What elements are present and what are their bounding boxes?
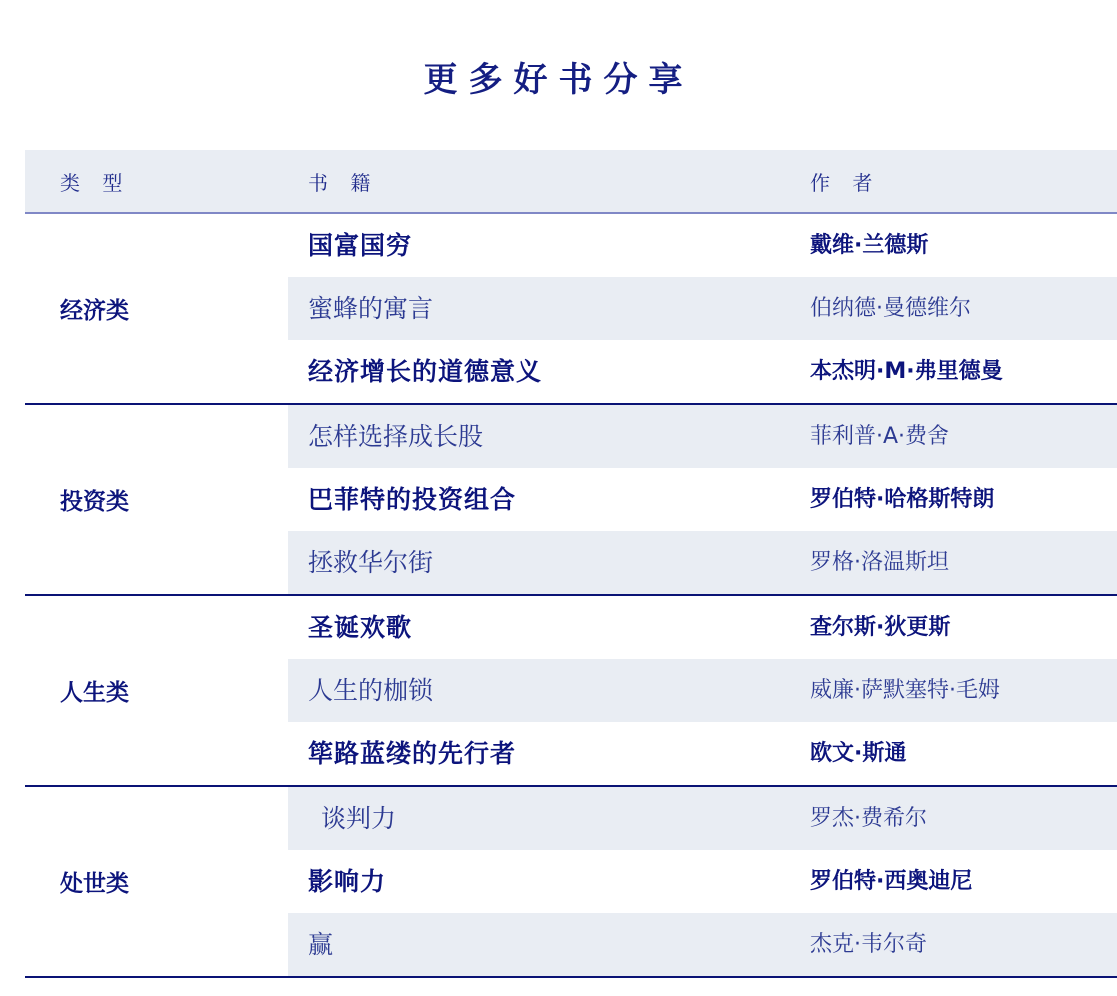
book-author: 欧文·斯通 (810, 740, 907, 766)
book-title: 人生的枷锁 (308, 676, 434, 705)
table-body (25, 214, 1117, 978)
book-title-cell (288, 214, 788, 277)
category-group (25, 787, 1117, 978)
category-group (25, 214, 1117, 405)
book-title-cell (288, 405, 788, 468)
book-title: 怎样选择成长股 (308, 422, 484, 451)
table-header-row (25, 150, 1117, 214)
category-label: 投资类 (25, 405, 288, 594)
book-title: 赢 (308, 930, 334, 959)
book-title: 谈判力 (321, 804, 397, 833)
book-author: 罗杰·费希尔 (810, 805, 927, 831)
book-title-cell (288, 850, 788, 913)
book-title: 圣诞欢歌 (308, 613, 413, 642)
author-cell (788, 468, 1117, 531)
book-title-cell (288, 659, 788, 722)
author-cell (788, 913, 1117, 976)
column-header-author: 作 者 (810, 170, 881, 195)
book-title-cell (288, 531, 788, 594)
book-title-cell (288, 787, 788, 850)
book-table (25, 150, 1117, 978)
book-title-cell (288, 277, 788, 340)
category-label: 处世类 (25, 787, 288, 976)
book-title: 国富国穷 (308, 231, 413, 260)
author-cell (788, 277, 1117, 340)
book-title-cell (288, 468, 788, 531)
book-author: 罗伯特·西奥迪尼 (810, 868, 973, 894)
category-label: 经济类 (25, 214, 288, 403)
book-author: 本杰明·M·弗里德曼 (810, 358, 1003, 384)
book-title: 影响力 (308, 867, 387, 896)
page-title: 更多好书分享 (423, 60, 694, 100)
book-author: 戴维·兰德斯 (810, 232, 929, 258)
author-cell (788, 596, 1117, 659)
category-group (25, 596, 1117, 787)
author-cell (788, 659, 1117, 722)
author-cell (788, 531, 1117, 594)
book-author: 伯纳德·曼德维尔 (810, 295, 971, 321)
author-cell (788, 405, 1117, 468)
author-cell (788, 340, 1117, 403)
category-group (25, 405, 1117, 596)
book-title: 经济增长的道德意义 (308, 357, 543, 386)
book-title-cell (288, 913, 788, 976)
book-title: 蜜蜂的寓言 (308, 294, 434, 323)
book-title-cell (288, 596, 788, 659)
author-cell (788, 850, 1117, 913)
book-author: 罗伯特·哈格斯特朗 (810, 486, 995, 512)
column-header-book: 书 籍 (308, 170, 379, 195)
book-author: 杰克·韦尔奇 (810, 931, 927, 957)
author-cell (788, 722, 1117, 785)
book-title: 筚路蓝缕的先行者 (308, 739, 517, 768)
book-author: 查尔斯·狄更斯 (810, 614, 951, 640)
book-author: 菲利普·A·费舍 (810, 423, 950, 449)
column-header-type: 类 型 (60, 170, 131, 195)
book-author: 罗格·洛温斯坦 (810, 549, 949, 575)
category-label: 人生类 (25, 596, 288, 785)
author-cell (788, 214, 1117, 277)
book-title-cell (288, 722, 788, 785)
book-title-cell (288, 340, 788, 403)
book-title: 拯救华尔街 (308, 548, 434, 577)
book-author: 威廉·萨默塞特·毛姆 (810, 677, 1000, 703)
book-title: 巴菲特的投资组合 (308, 485, 517, 514)
author-cell (788, 787, 1117, 850)
